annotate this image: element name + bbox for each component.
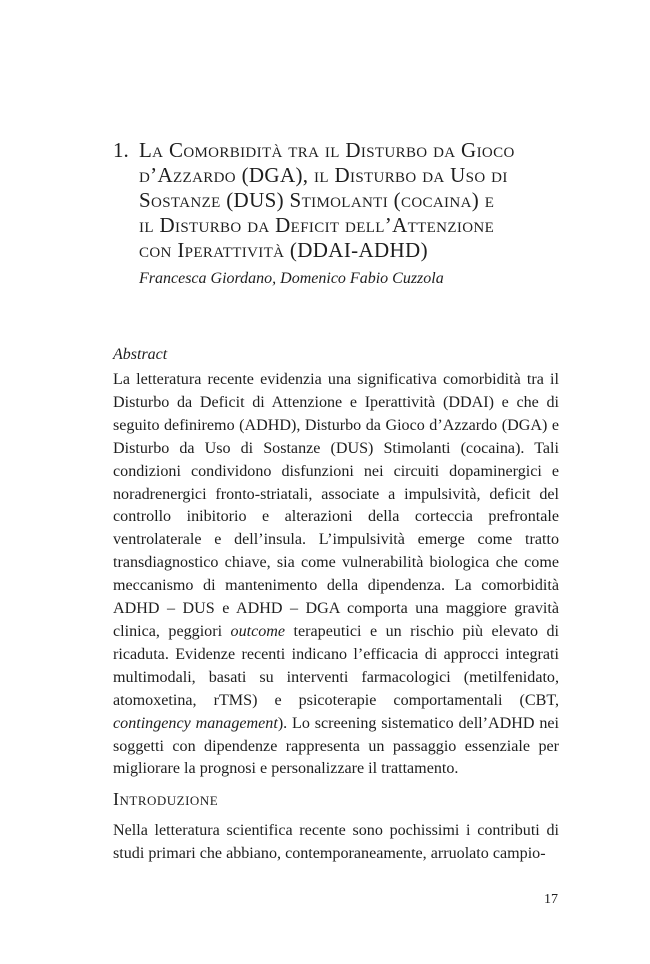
- chapter-number: 1.: [113, 138, 129, 162]
- abstract-body: [113, 369, 559, 781]
- abstract-term: contingency management: [113, 714, 278, 732]
- chapter-title-line: con Iperattività (DDAI-ADHD): [139, 238, 428, 262]
- introduction-heading: Introduzione: [113, 789, 219, 809]
- abstract-text: terapeutici e un rischio più elevato di ricaduta. Evidenze recenti indicano l’efficacia di approcci integrati multimodali, basati su interventi farmacologici (metilfenidato, atomoxetina, r: [113, 622, 559, 709]
- chapter-title-line: il Disturbo da Deficit dell’Attenzione: [139, 213, 495, 237]
- chapter-header: [113, 138, 573, 290]
- abstract-term: outcome: [230, 622, 286, 640]
- abstract-section: [113, 344, 559, 781]
- introduction-section: [113, 786, 559, 866]
- chapter-title-line: Sostanze (DUS) Stimolanti (cocaina) e: [139, 188, 495, 212]
- abstract-text: ) Stimolanti (cocaina). Tali condizioni condividono disfunzioni nei circuiti dopaminergici e noradrenergici fronto-striatali, associate a impulsività, deficit del controllo inibitorio e alterazioni della corteccia prefrontale ventrolaterale e dell’insula. L’impulsività emerge come tratto transdiagnostico chiave, sia come vulnerabilità biologica che come meccanismo di mantenimento della dipendenza. La comorbidità ADHD – DUS e ADHD – DGA comporta una maggiore gravità clinica, peggiori: [113, 439, 560, 640]
- abstract-acronym: DDAI: [448, 393, 489, 411]
- chapter-title: [139, 138, 573, 263]
- abstract-text: ) e che di seguito definiremo (ADHD), Disturbo da Gioco d’Azzardo (DGA) e Disturbo da Uso di Sostanze (: [113, 393, 559, 457]
- abstract-heading: Abstract: [113, 346, 168, 363]
- abstract-text: La letteratura recente evidenzia una significativa comorbidità tra il Disturbo da Deficit di Attenzione e Iperattività (: [113, 371, 559, 411]
- chapter-title-line: La Comorbidità tra il Disturbo da Gioco: [139, 138, 515, 162]
- chapter-title-line: d’Azzardo (DGA), il Disturbo da Uso di: [139, 163, 508, 187]
- abstract-acronym: DUS: [335, 439, 369, 457]
- abstract-text: ) e psicoterapie comportamentali (CBT,: [252, 691, 559, 709]
- abstract-text: ). Lo screening sistematico dell’ADHD nei soggetti con dipendenze rappresenta un passaggio essenziale per migliorare la prognosi e personalizzare il trattamento.: [113, 714, 559, 778]
- chapter-authors: Francesca Giordano, Domenico Fabio Cuzzola: [139, 270, 444, 287]
- abstract-acronym: TMS: [218, 691, 253, 709]
- page-number: 17: [544, 892, 558, 907]
- introduction-body: Nella letteratura scientifica recente sono pochissimi i contributi di studi primari che abbiano, contemporaneamente, arruolato campio-: [113, 822, 559, 862]
